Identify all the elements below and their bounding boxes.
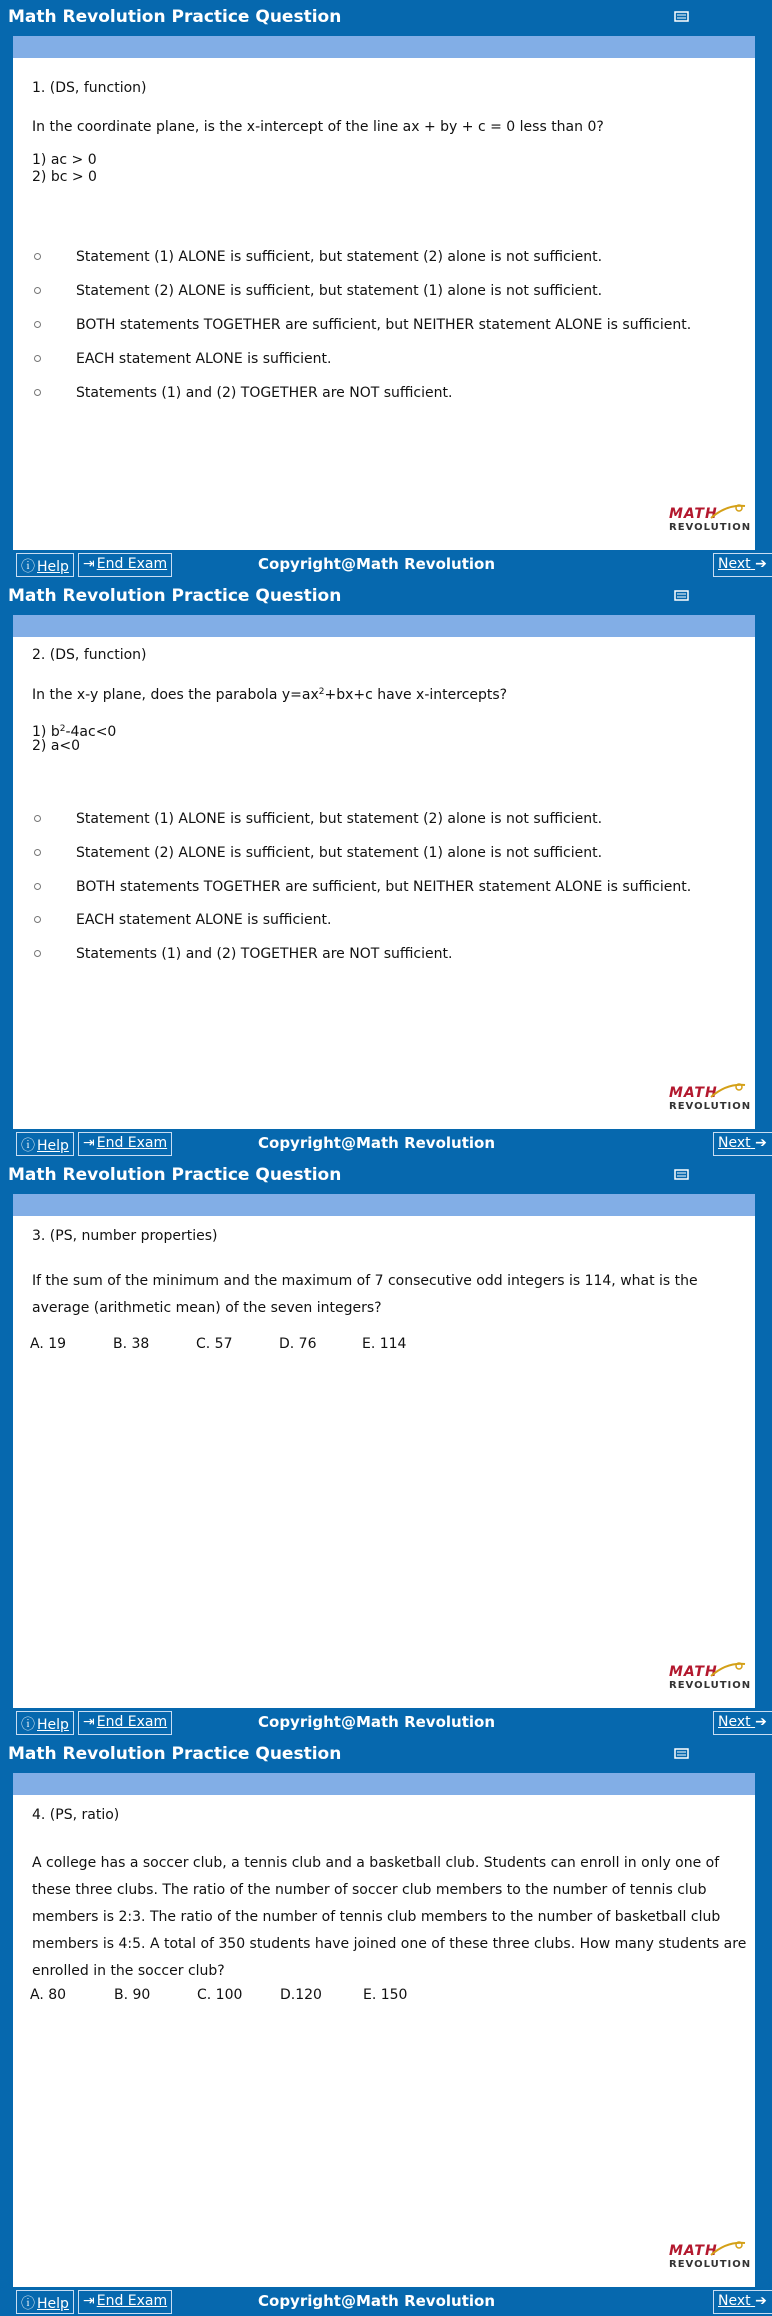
window-icon[interactable] (674, 589, 690, 603)
title-bar (0, 1158, 772, 1192)
window-title: Math Revolution Practice Question (8, 1165, 342, 1185)
statement-2: 2) a<0 (32, 738, 81, 754)
exit-icon: ⇥ (83, 1714, 95, 1730)
statement-1: 1) $b^2-4ac<0$ (32, 724, 117, 740)
answer-choice-a[interactable]: A. 80 (30, 1987, 67, 2003)
exit-icon: ⇥ (83, 2293, 95, 2309)
answer-option-c[interactable]: BOTH statements TOGETHER are sufficient, but NEITHER statement ALONE is sufficient. (32, 878, 732, 898)
question-panel-2 (0, 579, 772, 1158)
window-title: Math Revolution Practice Question (8, 586, 342, 606)
statement-1: 1) ac > 0 (32, 152, 97, 168)
answer-choice-c[interactable]: C. 100 (197, 1987, 243, 2003)
arrow-right-icon: ➔ (755, 1714, 767, 1730)
next-button[interactable]: Next ➔ (713, 1711, 772, 1735)
window-title: Math Revolution Practice Question (8, 1744, 342, 1764)
question-stem: In the x-y plane, does the parabola $y=ax^2+bx+c$ have x-intercepts? (32, 687, 508, 703)
arrow-right-icon: ➔ (755, 556, 767, 572)
radio-button[interactable] (34, 389, 41, 396)
copyright-text: Copyright@Math Revolution (258, 1713, 495, 1731)
question-stem: In the coordinate plane, is the x-intercept of the line ax + by + c = 0 less than 0? (32, 119, 604, 135)
copyright-text: Copyright@Math Revolution (258, 555, 495, 573)
question-panel-4 (0, 1737, 772, 2316)
window-icon[interactable] (674, 10, 690, 24)
statement-2: 2) bc > 0 (32, 169, 97, 185)
copyright-text: Copyright@Math Revolution (258, 1134, 495, 1152)
copyright-text: Copyright@Math Revolution (258, 2292, 495, 2310)
title-bar (0, 0, 772, 34)
math-revolution-logo: MATH REVOLUTION (653, 506, 745, 540)
help-button[interactable]: ⓘ Help (16, 1711, 74, 1735)
arrow-right-icon: ➔ (755, 2293, 767, 2309)
footer-bar (0, 551, 772, 579)
logo-swoosh-icon (709, 2239, 749, 2259)
help-icon: ⓘ (21, 1717, 35, 1733)
answer-choice-e[interactable]: E. 114 (362, 1336, 407, 1352)
footer-bar (0, 1130, 772, 1158)
answer-choice-d[interactable]: D.120 (280, 1987, 322, 2003)
end-exam-button[interactable]: ⇥ End Exam (78, 553, 172, 577)
answer-choice-b[interactable]: B. 90 (114, 1987, 151, 2003)
help-icon: ⓘ (21, 1138, 35, 1154)
math-revolution-logo: MATH REVOLUTION (653, 1085, 745, 1119)
next-button[interactable]: Next ➔ (713, 2290, 772, 2314)
header-band (13, 1194, 755, 1216)
title-bar (0, 1737, 772, 1771)
radio-button[interactable] (34, 883, 41, 890)
answer-choice-c[interactable]: C. 57 (196, 1336, 233, 1352)
answer-option-d[interactable]: EACH statement ALONE is sufficient. (32, 350, 732, 370)
question-number: 3. (PS, number properties) (32, 1228, 218, 1244)
question-content (13, 637, 755, 1129)
help-button[interactable]: ⓘ Help (16, 553, 74, 577)
exit-icon: ⇥ (83, 1135, 95, 1151)
radio-button[interactable] (34, 287, 41, 294)
question-number: 1. (DS, function) (32, 80, 147, 96)
answer-choice-b[interactable]: B. 38 (113, 1336, 150, 1352)
exit-icon: ⇥ (83, 556, 95, 572)
help-button[interactable]: ⓘ Help (16, 2290, 74, 2314)
title-bar (0, 579, 772, 613)
answer-option-e[interactable]: Statements (1) and (2) TOGETHER are NOT sufficient. (32, 945, 732, 965)
question-content (13, 1216, 755, 1708)
arrow-right-icon: ➔ (755, 1135, 767, 1151)
answer-option-b[interactable]: Statement (2) ALONE is sufficient, but statement (1) alone is not sufficient. (32, 282, 732, 302)
answer-choice-a[interactable]: A. 19 (30, 1336, 67, 1352)
window-icon[interactable] (674, 1168, 690, 1182)
answer-choice-e[interactable]: E. 150 (363, 1987, 408, 2003)
answer-option-b[interactable]: Statement (2) ALONE is sufficient, but statement (1) alone is not sufficient. (32, 844, 732, 864)
math-revolution-logo: MATH REVOLUTION (653, 1664, 745, 1698)
radio-button[interactable] (34, 950, 41, 957)
radio-button[interactable] (34, 253, 41, 260)
radio-button[interactable] (34, 355, 41, 362)
header-band (13, 615, 755, 637)
radio-button[interactable] (34, 321, 41, 328)
answer-option-d[interactable]: EACH statement ALONE is sufficient. (32, 911, 732, 931)
logo-swoosh-icon (709, 502, 749, 522)
help-icon: ⓘ (21, 559, 35, 575)
question-panel-3 (0, 1158, 772, 1737)
radio-button[interactable] (34, 849, 41, 856)
logo-swoosh-icon (709, 1081, 749, 1101)
end-exam-button[interactable]: ⇥ End Exam (78, 1132, 172, 1156)
question-content (13, 1795, 755, 2287)
help-icon: ⓘ (21, 2296, 35, 2312)
answer-option-c[interactable]: BOTH statements TOGETHER are sufficient, but NEITHER statement ALONE is sufficient. (32, 316, 732, 336)
next-button[interactable]: Next ➔ (713, 553, 772, 577)
footer-bar (0, 1709, 772, 1737)
header-band (13, 36, 755, 58)
answer-option-a[interactable]: Statement (1) ALONE is sufficient, but statement (2) alone is not sufficient. (32, 248, 732, 268)
radio-button[interactable] (34, 916, 41, 923)
window-title: Math Revolution Practice Question (8, 7, 342, 27)
answer-option-e[interactable]: Statements (1) and (2) TOGETHER are NOT sufficient. (32, 384, 732, 404)
question-number: 2. (DS, function) (32, 647, 147, 663)
header-band (13, 1773, 755, 1795)
footer-bar (0, 2288, 772, 2316)
question-stem: A college has a soccer club, a tennis club and a basketball club. Students can enroll in only one of these three clubs. The ratio of the number of soccer club members to the number of tennis club members is 2:3. The ratio of the number of tennis club members to the number of basketball club members is 4:5. A total of 350 students have joined one of these three clubs. How many students are enrolled in the soccer club? (32, 1855, 747, 1979)
next-button[interactable]: Next ➔ (713, 1132, 772, 1156)
window-icon[interactable] (674, 1747, 690, 1761)
end-exam-button[interactable]: ⇥ End Exam (78, 1711, 172, 1735)
logo-swoosh-icon (709, 1660, 749, 1680)
question-number: 4. (PS, ratio) (32, 1807, 120, 1823)
question-content (13, 58, 755, 550)
radio-button[interactable] (34, 815, 41, 822)
answer-option-a[interactable]: Statement (1) ALONE is sufficient, but statement (2) alone is not sufficient. (32, 810, 732, 830)
question-panel-1 (0, 0, 772, 579)
question-stem: If the sum of the minimum and the maximum of 7 consecutive odd integers is 114, what is the average (arithmetic mean) of the seven integers? (32, 1273, 698, 1316)
math-revolution-logo: MATH REVOLUTION (653, 2243, 745, 2277)
help-button[interactable]: ⓘ Help (16, 1132, 74, 1156)
end-exam-button[interactable]: ⇥ End Exam (78, 2290, 172, 2314)
answer-choice-d[interactable]: D. 76 (279, 1336, 317, 1352)
